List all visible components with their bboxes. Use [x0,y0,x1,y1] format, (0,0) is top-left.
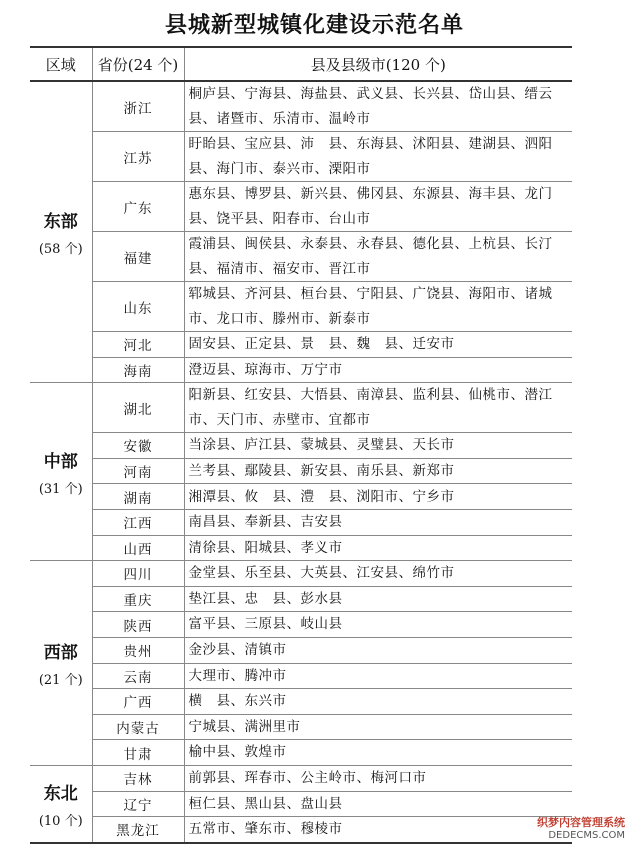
page-title: 县城新型城镇化建设示范名单 [164,12,464,38]
region-cell-west [30,561,92,766]
counties-cell: 前郭县、珲春市、公主岭市、梅河口市 [184,765,572,791]
table-row [30,509,572,535]
region-count: (31 个) [38,481,83,497]
province-cell: 云南 [92,663,184,689]
table-row [30,458,572,484]
counties-cell: 霞浦县、闽侯县、永泰县、永春县、德化县、上杭县、长汀县、福清市、福安市、晋江市 [184,232,572,282]
watermark-line1: 织梦内容管理系统 [537,816,625,829]
province-cell: 福建 [92,232,184,282]
province-cell: 内蒙古 [92,714,184,740]
province-cell: 海南 [92,357,184,383]
table-row [30,182,572,232]
region-count: (21 个) [38,673,83,689]
table-row [30,535,572,561]
table-row [30,433,572,459]
counties-cell: 横 县、东兴市 [184,689,572,715]
province-cell: 四川 [92,561,184,587]
counties-cell: 富平县、三原县、岐山县 [184,612,572,638]
counties-cell: 垫江县、忠 县、彭水县 [184,586,572,612]
province-cell: 陕西 [92,612,184,638]
region-count: (58 个) [38,242,83,258]
table-row [30,740,572,766]
province-cell: 广东 [92,182,184,232]
region-cell-east [30,81,92,383]
counties-cell: 大理市、腾冲市 [184,663,572,689]
province-cell: 湖北 [92,383,184,433]
region-name: 东部 [43,212,78,233]
table-row [30,791,572,817]
counties-cell: 阳新县、红安县、大悟县、南漳县、监利县、仙桃市、潜江市、天门市、赤壁市、宜都市 [184,383,572,433]
table-row [30,232,572,282]
province-cell: 辽宁 [92,791,184,817]
province-cell: 山西 [92,535,184,561]
counties-cell: 桓仁县、黑山县、盘山县 [184,791,572,817]
counties-cell: 郓城县、齐河县、桓台县、宁阳县、广饶县、海阳市、诸城市、龙口市、滕州市、新泰市 [184,282,572,332]
table-row [30,689,572,715]
watermark-line2: DEDECMS.COM [548,830,625,841]
table-row [30,765,572,791]
table-row [30,332,572,358]
counties-cell: 榆中县、敦煌市 [184,740,572,766]
province-cell: 浙江 [92,81,184,132]
counties-cell: 桐庐县、宁海县、海盐县、武义县、长兴县、岱山县、缙云县、诸暨市、乐清市、温岭市 [184,81,572,132]
table-row [30,484,572,510]
counties-cell: 五常市、肇东市、穆棱市 [184,817,572,843]
counties-cell: 惠东县、博罗县、新兴县、佛冈县、东源县、海丰县、龙门县、饶平县、阳春市、台山市 [184,182,572,232]
header-province: 省份(24 个) [92,47,184,81]
province-cell: 甘肃 [92,740,184,766]
counties-cell: 兰考县、鄢陵县、新安县、南乐县、新郑市 [184,458,572,484]
table-row [30,81,572,132]
counties-cell: 金堂县、乐至县、大英县、江安县、绵竹市 [184,561,572,587]
province-cell: 河南 [92,458,184,484]
province-cell: 江苏 [92,132,184,182]
counties-cell: 清徐县、阳城县、孝义市 [184,535,572,561]
table-row [30,282,572,332]
counties-cell: 固安县、正定县、景 县、魏 县、迁安市 [184,332,572,358]
province-cell: 贵州 [92,637,184,663]
table-row [30,586,572,612]
province-cell: 湖南 [92,484,184,510]
province-cell: 黑龙江 [92,817,184,843]
region-count: (10 个) [38,813,83,829]
table-row [30,714,572,740]
region-name: 西部 [43,643,78,664]
table-row [30,612,572,638]
header-counties: 县及县级市(120 个) [184,47,572,81]
counties-cell: 金沙县、清镇市 [184,637,572,663]
region-cell-central [30,383,92,561]
counties-cell: 湘潭县、攸 县、澧 县、浏阳市、宁乡市 [184,484,572,510]
region-name: 东北 [43,783,78,804]
region-name: 中部 [43,451,78,472]
counties-cell: 当涂县、庐江县、蒙城县、灵璧县、天长市 [184,433,572,459]
table-row [30,663,572,689]
counties-cell: 南昌县、奉新县、吉安县 [184,509,572,535]
counties-cell: 盱眙县、宝应县、沛 县、东海县、沭阳县、建湖县、泗阳县、海门市、泰兴市、溧阳市 [184,132,572,182]
demo-list-table [30,46,572,844]
province-cell: 重庆 [92,586,184,612]
province-cell: 山东 [92,282,184,332]
header-region: 区域 [30,47,92,81]
province-cell: 河北 [92,332,184,358]
province-cell: 吉林 [92,765,184,791]
watermark [537,814,625,841]
header-row [30,47,572,81]
table-row [30,132,572,182]
region-cell-northeast [30,765,92,842]
table-row [30,561,572,587]
table-row [30,637,572,663]
table-row [30,357,572,383]
province-cell: 广西 [92,689,184,715]
province-cell: 江西 [92,509,184,535]
province-cell: 安徽 [92,433,184,459]
counties-cell: 澄迈县、琼海市、万宁市 [184,357,572,383]
table-row [30,817,572,843]
table-row [30,383,572,433]
counties-cell: 宁城县、满洲里市 [184,714,572,740]
